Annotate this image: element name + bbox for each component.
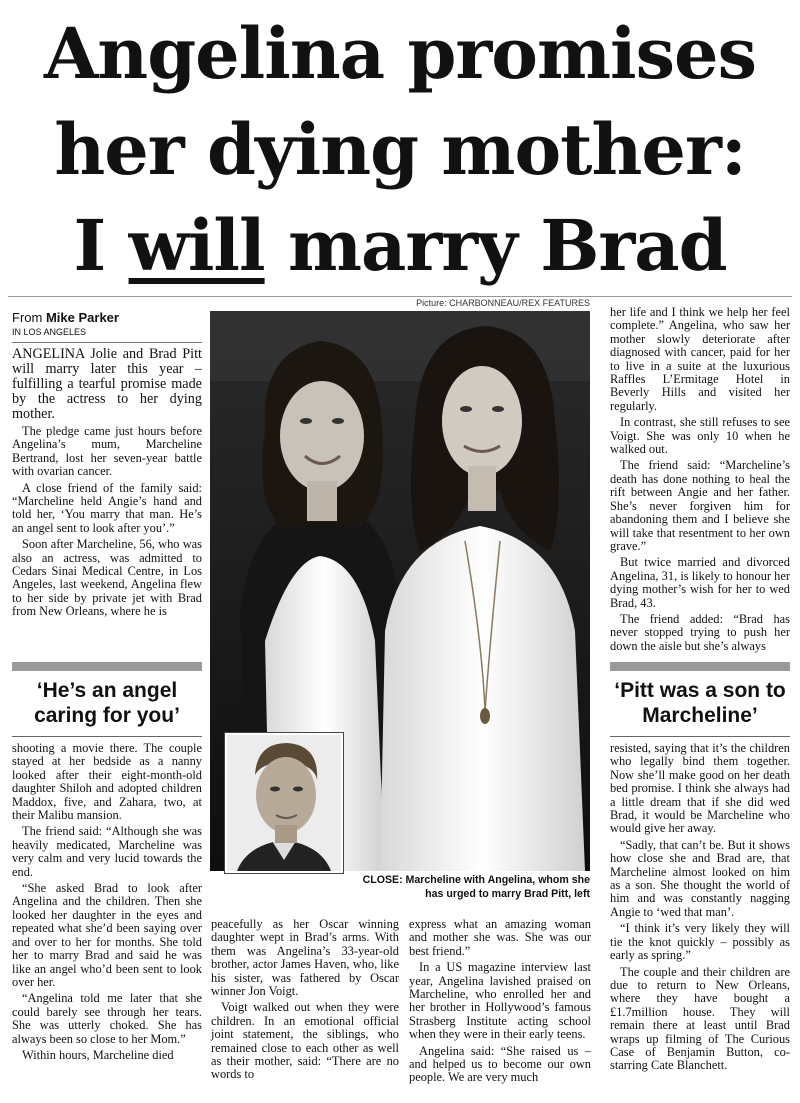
article-paragraph: A close friend of the family said: “Marcheline held Angie’s hand and told her, ‘You marry that man. He’s an angel sent to look after you’.” xyxy=(12,480,202,535)
article-paragraph: The pledge came just hours before Angelina’s mum, Marcheline Bertrand, lost her seven-year battle with ovarian cancer. xyxy=(12,424,202,479)
article-paragraph: her life and I think we help her feel complete.” Angelina, who saw her mother slowly deteriorate after diagnosed with cancer, paid for her to live in a suite at the luxurious Raffles L’Ermitage Hotel in Beverly Hills and visited her regularly. xyxy=(610,305,790,413)
pullquote-right-bar xyxy=(610,662,790,671)
article-paragraph: In a US magazine interview last year, Angelina lavished praised on Marcheline, who enrolled her and her brother in Hollywood’s famous Strasberg Institute acting school when they were in their early teens. xyxy=(409,960,591,1042)
article-column-4-top xyxy=(610,306,790,656)
byline-author: Mike Parker xyxy=(45,310,119,325)
caption-text: Marcheline with Angelina, whom she has urged to marry Brad Pitt, left xyxy=(402,874,590,900)
headline xyxy=(0,6,800,294)
article-paragraph: But twice married and divorced Angelina, 31, is likely to honour her dying mother’s wish for her to wed Brad, 43. xyxy=(610,555,790,610)
photo-credit: Picture: CHARBONNEAU/REX FEATURES xyxy=(416,298,590,308)
article-paragraph: “She asked Brad to look after Angelina and the children. Then she looked her daughter in the eyes and repeated what she’d been saying over and over to her for months. She told her to marry Brad and said he was like an angel who’d been sent to look over her. xyxy=(12,881,202,989)
article-paragraph: “I think it’s very likely they will tie the knot quickly – possibly as early as spring.” xyxy=(610,921,790,963)
article-paragraph: Angelina said: “She raised us – and helped us to become our own people. We are very much xyxy=(409,1043,591,1085)
headline-line-3-post: marry Brad xyxy=(264,204,727,287)
headline-line-1: Angelina promises xyxy=(43,12,757,95)
headline-divider xyxy=(8,296,792,297)
inset-photo-image xyxy=(227,735,341,871)
article-paragraph: shooting a movie there. The couple stayed at her bedside as a nanny looked after their eight-month-old daughter Shiloh and adopted children Maddox, five, and Zahara, two, at their Malibu mansion. xyxy=(12,741,202,823)
pullquote-left: ‘He’s an angel caring for you’ xyxy=(34,679,180,727)
caption-label: CLOSE: xyxy=(362,874,403,886)
article-paragraph: The couple and their children are due to return to New Orleans, where they have bought a £1.7million house. They will remain there at least until Brad wraps up filming of The Curious Case of Benjamin Button, co-starring Cate Blanchett. xyxy=(610,964,790,1073)
article-paragraph: peacefully as her Oscar winning daughter wept in Brad’s arms. With them was Angelina’s 33-year-old brother, actor James Haven, who, like his sister, was fathered by Oscar winner Jon Voigt. xyxy=(211,917,399,999)
article-column-1-bottom xyxy=(12,742,202,1065)
article-column-4-bottom xyxy=(610,742,790,1076)
byline xyxy=(12,310,202,326)
byline-location: IN LOS ANGELES xyxy=(12,327,87,337)
headline-emphasis: will xyxy=(128,204,265,287)
pullquote-right-rule xyxy=(610,736,790,737)
byline-from: From xyxy=(12,310,43,325)
headline-line-2: her dying mother: xyxy=(54,108,746,191)
article-paragraph: The friend said: “Although she was heavily medicated, Marcheline was very calm and very lucid towards the end. xyxy=(12,824,202,879)
article-column-2 xyxy=(211,918,399,1085)
pullquote-right: ‘Pitt was a son to Marcheline’ xyxy=(614,679,786,727)
article-paragraph: ANGELINA Jolie and Brad Pitt will marry later this year – fulfilling a tearful promise made by the actress to her dying mother. xyxy=(12,346,202,422)
article-paragraph: In contrast, she still refuses to see Voigt. She was only 10 when he walked out. xyxy=(610,415,790,457)
article-paragraph: The friend added: “Brad has never stopped trying to push her down the aisle but she’s always xyxy=(610,611,790,653)
pullquote-left-rule xyxy=(12,736,202,737)
headline-line-3 xyxy=(0,198,800,294)
headline-line-3-pre: I xyxy=(73,204,129,287)
article-paragraph: “Sadly, that can’t be. But it shows how close she and Brad are, that Marcheline almost looked on him as a son. She thought the world of him and was constantly nagging Angie to ‘wed that man’. xyxy=(610,837,790,919)
article-column-1-top xyxy=(12,310,202,622)
article-paragraph: resisted, saying that it’s the children who legally bind them together. Now she’ll make good on her death bed promise. I think she always had a little dream that if she did wed Brad, it would be Marcheline who would give her away. xyxy=(610,741,790,836)
byline-divider xyxy=(12,342,202,343)
article-paragraph: Within hours, Marcheline died xyxy=(22,1047,174,1062)
article-column-3 xyxy=(409,918,591,1088)
inset-photo xyxy=(225,733,343,873)
photo-caption xyxy=(345,873,590,901)
article-paragraph: “Angelina told me later that she could barely see through her tears. She was utterly choked. She has always been so close to her Mom.” xyxy=(12,991,202,1046)
article-paragraph: Voigt walked out when they were children. In an emotional official joint statement, the siblings, who remained close to each other as well as their mother, said: “There are no words to xyxy=(211,1000,399,1082)
article-paragraph: The friend said: “Marcheline’s death has done nothing to heal the rift between Angie and her father. She’s never forgiven him for abandoning them and I believe she will take that resentment to her own grave.” xyxy=(610,458,790,553)
article-paragraph: Soon after Marcheline, 56, who was also an actress, was admitted to Cedars Sinai Medical Centre, in Los Angeles, last weekend, Angelina flew to her side by private jet with Brad from New Orleans, where he is xyxy=(12,537,202,619)
pullquote-left-bar xyxy=(12,662,202,671)
article-paragraph: express what an amazing woman and mother she was. She was our best friend.” xyxy=(409,917,591,958)
